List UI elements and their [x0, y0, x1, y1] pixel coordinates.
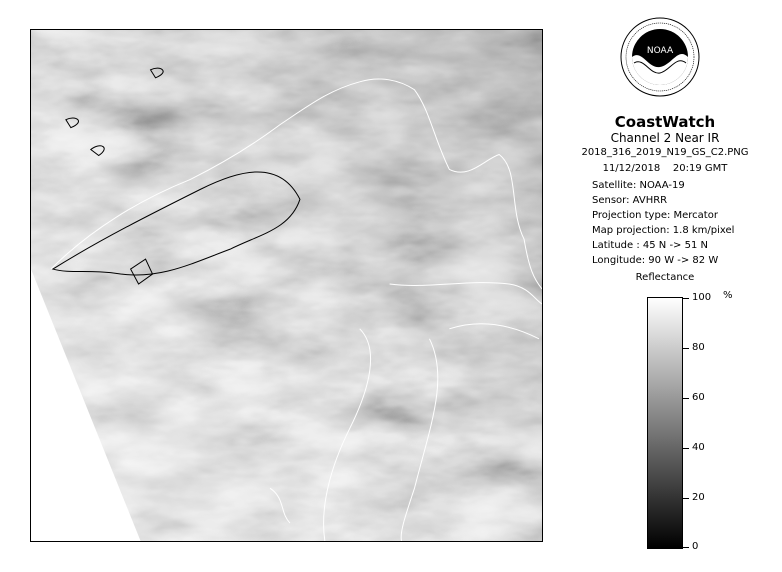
file-name: 2018_316_2019_N19_GS_C2.PNG — [581, 147, 749, 158]
colorbar-tick-label: 60 — [692, 392, 705, 403]
colorbar-tick — [683, 348, 689, 349]
colorbar-label: Reflectance — [635, 272, 695, 283]
meta-sensor: Sensor: AVHRR — [592, 195, 668, 206]
channel-name: Channel 2 Near IR — [610, 131, 720, 145]
colorbar-tick — [683, 398, 689, 399]
logo-text: NOAA — [646, 46, 674, 56]
colorbar-unit: % — [723, 290, 733, 301]
meta-latitude: Latitude : 45 N -> 51 N — [592, 240, 708, 251]
colorbar-tick — [683, 547, 689, 548]
colorbar-tick-label: 100 — [692, 292, 712, 303]
meta-longitude: Longitude: 90 W -> 82 W — [592, 255, 719, 266]
colorbar-tick — [683, 498, 689, 499]
product-title: CoastWatch — [614, 113, 716, 131]
meta-satellite: Satellite: NOAA-19 — [592, 180, 685, 191]
date-time: 11/12/2018 20:19 GMT — [602, 163, 728, 174]
colorbar-tick-label: 20 — [692, 492, 705, 503]
satellite-image — [30, 29, 543, 542]
colorbar-tick-label: 40 — [692, 442, 705, 453]
colorbar-tick-label: 80 — [692, 342, 705, 353]
colorbar-tick — [683, 448, 689, 449]
colorbar-tick — [683, 298, 689, 299]
noaa-logo — [620, 17, 700, 97]
meta-projection-type: Projection type: Mercator — [592, 210, 718, 221]
colorbar-tick-label: 0 — [692, 541, 699, 552]
reflectance-colorbar — [647, 297, 683, 549]
meta-map-projection: Map projection: 1.8 km/pixel — [592, 225, 735, 236]
